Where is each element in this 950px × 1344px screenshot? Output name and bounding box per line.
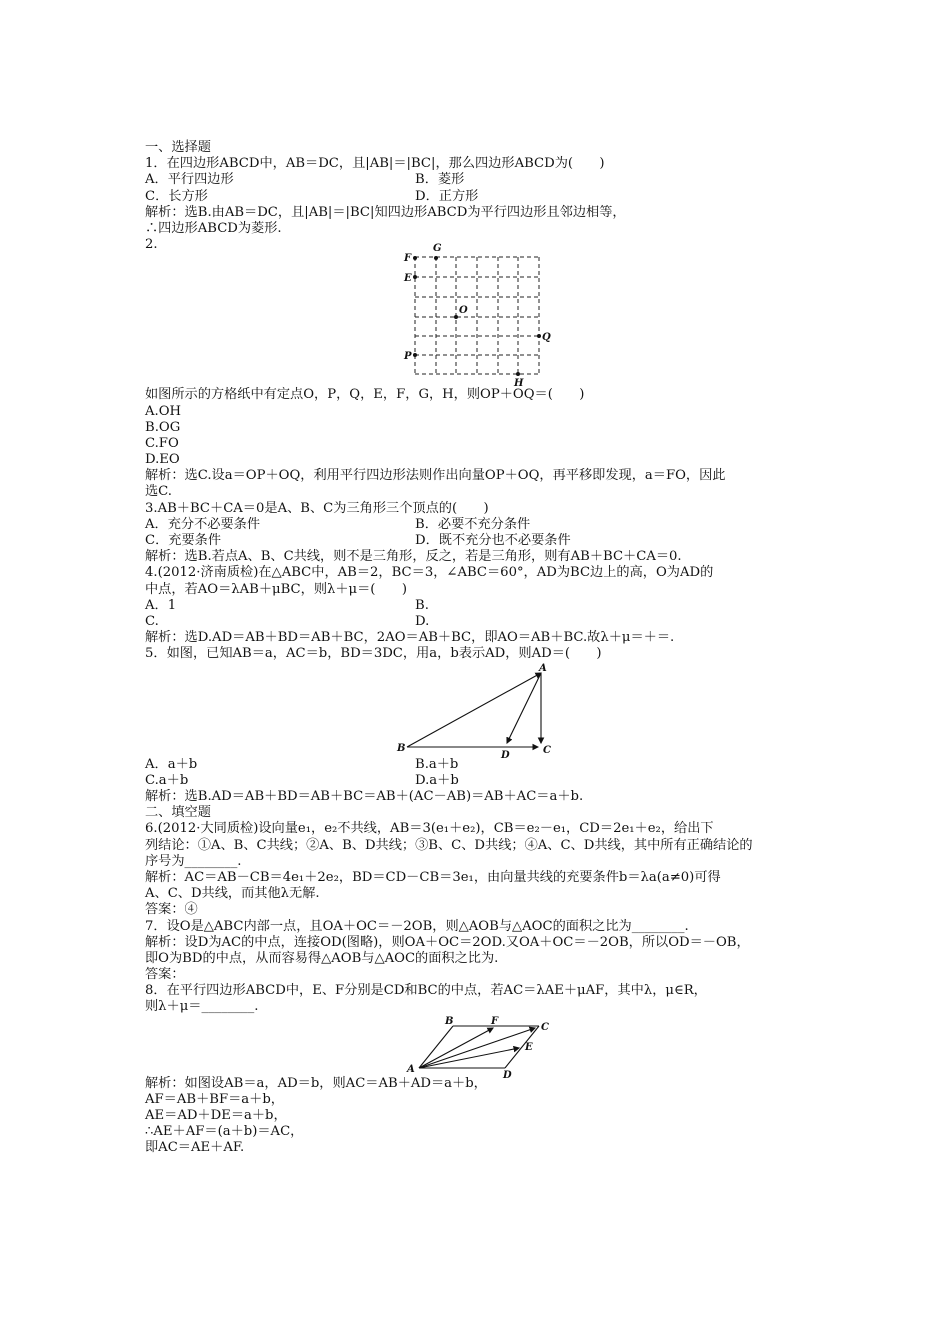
- q8-stem-line-1: 8．在平行四边形ABCD中，E、F分别是CD和BC的中点，若AC＝λAE＋μAF，其中λ，μ∈R，: [145, 983, 707, 999]
- q7-solution-line-1: 解析：设D为AC的中点，连接OD(图略)，则OA＋OC＝2OD.又OA＋OC＝－2OB，所以OD＝－OB，: [145, 934, 750, 950]
- q4-options-row-1: [145, 598, 825, 614]
- q3-stem: 3.AB＋BC＋CA＝0是A、B、C为三角形三个顶点的( ): [145, 500, 489, 516]
- q1-solution-line-2: ∴四边形ABCD为菱形.: [145, 220, 282, 236]
- q2-number: 2.: [145, 237, 158, 253]
- label-h: H: [514, 378, 524, 390]
- q3-option-b: B．必要不充分条件: [415, 516, 531, 532]
- q4-option-c: C.: [145, 614, 159, 630]
- q1-stem: 1．在四边形ABCD中，AB＝DC，且|AB|＝|BC|，那么四边形ABCD为( ): [145, 156, 605, 172]
- q8-parallelogram-figure: [145, 1015, 825, 1081]
- q8-solution-line-4: ∴AE＋AF＝(a＋b)＝AC，: [145, 1124, 304, 1140]
- q2-grid-figure: [145, 243, 825, 390]
- label-d: D: [501, 749, 510, 761]
- label-b: B: [445, 1015, 454, 1027]
- label-a: A: [539, 662, 547, 674]
- q4-option-b: B.: [415, 597, 429, 613]
- q4-option-d: D.: [415, 614, 430, 630]
- q6-answer: 答案：④: [145, 902, 198, 918]
- point-p: [413, 353, 417, 357]
- label-g: G: [433, 243, 442, 255]
- point-e: [413, 275, 417, 279]
- q2-option-a: A.OH: [145, 403, 182, 419]
- point-o: [454, 315, 458, 319]
- q4-options-row-2: [145, 614, 825, 630]
- q1-option-c: C．长方形: [145, 188, 208, 204]
- q6-solution-line-2: A、C、D共线，而其他λ无解.: [145, 886, 320, 902]
- q5-options-row-2: [145, 773, 825, 789]
- q1-solution-line-1: 解析：选B.由AB＝DC，且|AB|＝|BC|知四边形ABCD为平行四边形且邻边相等，: [145, 204, 626, 220]
- q4-solution: 解析：选D.AD＝AB＋BD＝AB＋BC，2AO＝AB＋BC，即AO＝AB＋BC.故λ＋μ＝＋＝.: [145, 630, 675, 646]
- label-a: A: [407, 1063, 415, 1075]
- q7-solution-line-2: 即O为BD的中点，从而容易得△AOB与△AOC的面积之比为.: [145, 950, 499, 966]
- q7-answer: 答案：: [145, 967, 185, 983]
- q5-options-row-1: [145, 757, 825, 773]
- q5-stem: 5．如图，已知AB＝a，AC＝b，BD＝3DC，用a，b表示AD，则AD＝( ): [145, 646, 602, 662]
- label-e: E: [525, 1041, 533, 1053]
- point-q: [537, 334, 541, 338]
- label-d: D: [503, 1069, 512, 1081]
- q6-solution-line-1: 解析：AC＝AB－CB＝4e₁＋2e₂，BD＝CD－CB＝3e₁，由向量共线的充要条件b＝λa(a≠0)可得: [145, 869, 721, 885]
- label-p: P: [404, 351, 412, 363]
- label-c: C: [543, 744, 551, 756]
- q3-option-d: D．既不充分也不必要条件: [415, 533, 571, 549]
- label-f: F: [404, 253, 412, 265]
- q1-options-row-1: [145, 172, 825, 188]
- q3-option-c: C．充要条件: [145, 533, 222, 549]
- q3-solution: 解析：选B.若点A、B、C共线，则不是三角形，反之，若是三角形，则有AB＋BC＋CA＝0.: [145, 549, 682, 565]
- q1-option-d: D．正方形: [415, 188, 479, 204]
- q2-grid-diagram: [145, 243, 825, 390]
- q5-option-d: D.a＋b: [415, 772, 459, 788]
- q4-option-a: A．1: [145, 597, 177, 613]
- q4-stem-line-2: 中点，若AO＝λAB＋μBC，则λ＋μ＝( ): [145, 581, 407, 597]
- q5-solution: 解析：选B.AD＝AB＋BD＝AB＋BC＝AB＋(AC－AB)＝AB＋AC＝a＋b.: [145, 789, 584, 804]
- q8-stem-line-2: 则λ＋μ＝________.: [145, 999, 259, 1015]
- document-body: [145, 140, 825, 1157]
- point-g: [434, 256, 438, 260]
- q5-option-a: A．a＋b: [145, 756, 198, 772]
- q1-option-a: A．平行四边形: [145, 172, 234, 188]
- point-h: [516, 372, 520, 376]
- q2-solution-line-1: 解析：选C.设a＝OP＋OQ，利用平行四边形法则作出向量OP＋OQ，再平移即发现，a＝FO，因此: [145, 468, 726, 484]
- q2-option-d: D.EO: [145, 452, 180, 468]
- label-f: F: [491, 1015, 499, 1027]
- q5-triangle-diagram: [145, 662, 825, 761]
- q1-options-row-2: [145, 189, 825, 205]
- label-o: O: [459, 305, 468, 317]
- q5-triangle-figure: [145, 662, 825, 761]
- q3-options-row-1: [145, 517, 825, 533]
- point-f: [413, 256, 417, 260]
- q8-solution-line-5: 即AC＝AE＋AF.: [145, 1140, 245, 1156]
- q2-stem: 如图所示的方格纸中有定点O，P，Q，E，F，G，H，则OP＋OQ＝( ): [145, 387, 585, 403]
- label-q: Q: [542, 332, 551, 344]
- q8-solution-line-1: 解析：如图设AB＝a，AD＝b，则AC＝AB＋AD＝a＋b，: [145, 1075, 487, 1091]
- q4-stem-line-1: 4.(2012·济南质检)在△ABC中，AB＝2，BC＝3，∠ABC＝60°，AD为BC边上的高，O为AD的: [145, 565, 714, 581]
- q5-option-c: C.a＋b: [145, 772, 189, 788]
- label-e: E: [404, 273, 412, 285]
- label-c: C: [541, 1021, 549, 1033]
- q5-option-b: B.a＋b: [415, 756, 459, 772]
- q6-stem-line-2: 列结论：①A、B、C共线；②A、B、D共线；③B、C、D共线；④A、C、D共线，其中所有正确结论的: [145, 837, 753, 853]
- q8-solution-line-2: AF＝AB＋BF＝a＋b，: [145, 1091, 284, 1107]
- q6-stem-line-1: 6.(2012·大同质检)设向量e₁，e₂不共线，AB＝3(e₁＋e₂)，CB＝e₂－e₁，CD＝2e₁＋e₂，给出下: [145, 821, 714, 837]
- q6-stem-line-3: 序号为________.: [145, 853, 242, 869]
- q7-stem: 7．设O是△ABC内部一点，且OA＋OC＝－2OB，则△AOB与△AOC的面积之比为________.: [145, 918, 689, 934]
- q2-option-b: B.OG: [145, 419, 181, 435]
- q3-options-row-2: [145, 533, 825, 549]
- q2-option-c: C.FO: [145, 435, 179, 451]
- q2-solution-line-2: 选C.: [145, 484, 172, 500]
- q8-parallelogram-diagram: [145, 1015, 825, 1081]
- q8-solution-line-3: AE＝AD＋DE＝a＋b，: [145, 1108, 287, 1123]
- q1-option-b: B．菱形: [415, 172, 465, 188]
- section-heading-choice: 一、选择题: [145, 140, 211, 155]
- label-b: B: [397, 742, 406, 754]
- section-heading-fill: 二、填空题: [145, 805, 211, 821]
- q3-option-a: A．充分不必要条件: [145, 516, 261, 532]
